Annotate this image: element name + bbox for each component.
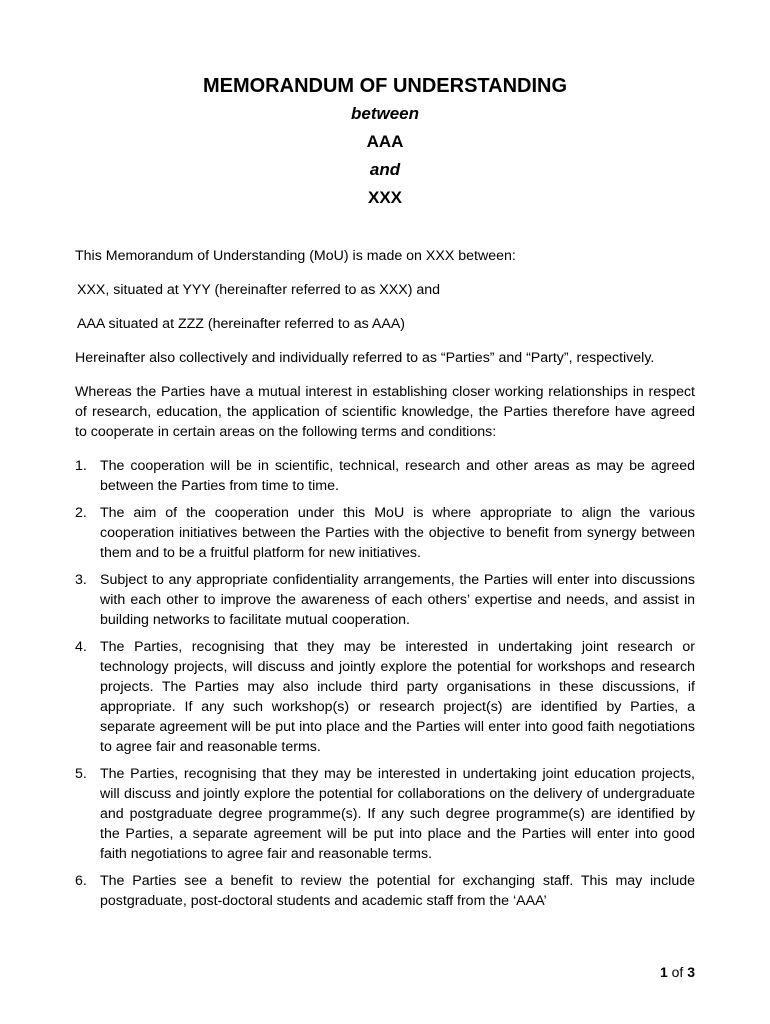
list-item: [75, 764, 695, 864]
intro-paragraph: This Memorandum of Understanding (MoU) is made on XXX between:: [75, 248, 516, 264]
list-item: [75, 456, 695, 496]
list-item-number: 2.: [75, 505, 87, 521]
page-current: 1: [659, 964, 668, 980]
title-block: [0, 72, 770, 212]
document-body: [75, 246, 695, 918]
page-total: 3: [687, 964, 695, 980]
list-item-text: The aim of the cooperation under this MoU is where appropriate to align the various cooperation initiatives between the Parties with the objective to benefit from synergy between them and to be a fruitful platform for new initiatives.: [100, 505, 695, 561]
party-a-paragraph: AAA situated at ZZZ (hereinafter referred to as AAA): [77, 316, 406, 332]
page-of-label: of: [671, 964, 684, 980]
list-item-text: The Parties, recognising that they may be interested in undertaking joint education projects, will discuss and jointly explore the potential for collaborations on the delivery of undergraduate and postgraduate degree programme(s). If any such degree programme(s) are identified by the Parties, a separate agreement will be put into place and the Parties will enter into good faith negotiations to agree fair and reasonable terms.: [100, 766, 695, 862]
terms-list: [75, 456, 695, 911]
list-item: [75, 637, 695, 757]
list-item-text: Subject to any appropriate confidentiality arrangements, the Parties will enter into discussions with each other to improve the awareness of each others’ expertise and needs, and assist in building networks to facilitate mutual cooperation.: [100, 572, 695, 628]
party-b-paragraph: XXX, situated at YYY (hereinafter referred to as XXX) and: [77, 282, 441, 298]
page-number: [660, 963, 695, 981]
between-label: between: [350, 104, 420, 123]
collective-paragraph: Hereinafter also collectively and individually referred to as “Parties” and “Party”, respectively.: [75, 350, 655, 366]
whereas-paragraph: Whereas the Parties have a mutual interest in establishing closer working relationships in respect of research, education, the application of scientific knowledge, the Parties therefore have agreed to cooperate in certain areas on the following terms and conditions:: [75, 384, 695, 440]
list-item-number: 5.: [75, 766, 87, 782]
list-item-text: The Parties see a benefit to review the potential for exchanging staff. This may include postgraduate, post-doctoral students and academic staff from the ‘AAA’: [100, 873, 695, 909]
list-item-number: 1.: [75, 458, 87, 474]
list-item-number: 3.: [75, 572, 87, 588]
list-item-number: 4.: [75, 639, 87, 655]
list-item: [75, 503, 695, 563]
list-item-text: The cooperation will be in scientific, technical, research and other areas as may be agreed between the Parties from time to time.: [100, 458, 695, 494]
party-b-heading: XXX: [367, 188, 403, 207]
document-title: MEMORANDUM OF UNDERSTANDING: [202, 75, 568, 97]
and-label: and: [369, 160, 401, 179]
list-item-number: 6.: [75, 873, 87, 889]
list-item-text: The Parties, recognising that they may be interested in undertaking joint research or technology projects, will discuss and jointly explore the potential for workshops and research projects. The Parties may also include third party organisations in these discussions, if appropriate. If any such workshop(s) or research project(s) are identified by Parties, a separate agreement will be put into place and the Parties will enter into good faith negotiations to agree fair and reasonable terms.: [100, 639, 695, 755]
list-item: [75, 570, 695, 630]
party-a-heading: AAA: [366, 132, 404, 151]
list-item: [75, 871, 695, 911]
